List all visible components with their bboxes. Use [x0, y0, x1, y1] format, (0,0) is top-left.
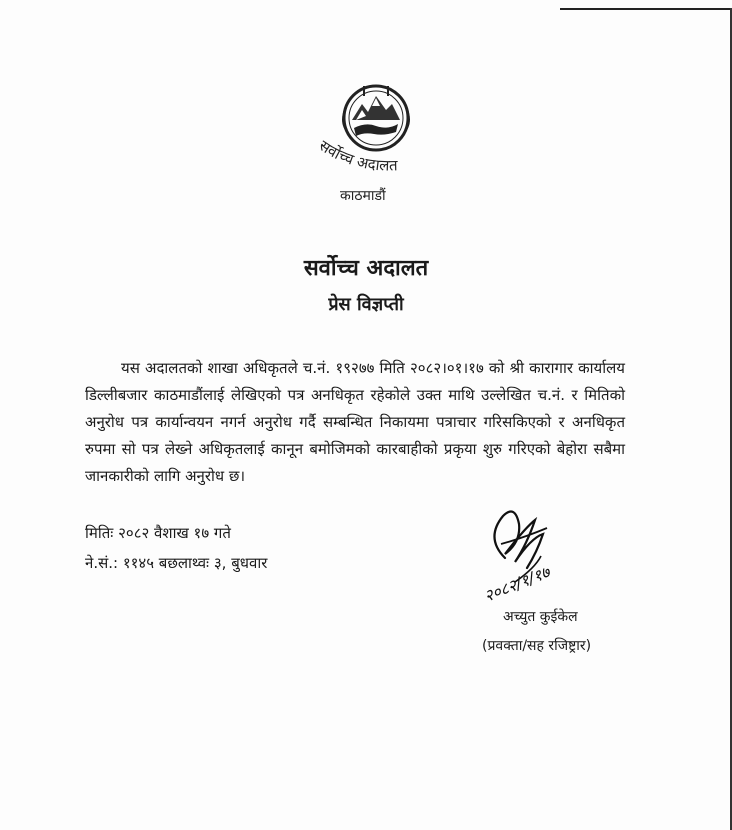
- emblem-arc-text: सर्वोच्च अदालत: [315, 136, 398, 175]
- emblem-place-text: काठमाडौं: [340, 188, 386, 204]
- date-miti: मितिः २०८२ वैशाख १७ गते: [85, 524, 231, 542]
- document-subtitle: प्रेस विज्ञप्ती: [328, 294, 404, 315]
- date-nepal-sambat: ने.सं.: ११४५ बछलाथ्वः ३, बुधवार: [85, 554, 268, 572]
- handwritten-signature: [475, 498, 615, 608]
- body-paragraph: यस अदालतको शाखा अधिकृतले च.नं. १९२७७ मिति २०८२।०१।१७ को श्री कारागार कार्यालय डिल्लीबजार काठमाडौंलाई लेखिएको पत्र अनधिकृत रहेकोले उक्त माथि उल्लेखित च.नं. र मितिको अनुरोध पत्र कार्यान्वयन नगर्न अनुरोध गर्दै सम्बन्धित निकायमा पत्राचार गरिसकिएको र अनधिकृत रुपमा सो पत्र लेख्ने अधिकृतलाई कानून बमोजिमको कारबाहीको प्रकृया शुरु गरिएको बेहोरा सबैमा जानकारीको लागि अनुरोध छ।: [85, 359, 625, 485]
- signatory-name: अच्युत कुईकेल: [503, 609, 578, 625]
- handwritten-date: २०८२/१/१७: [481, 562, 553, 606]
- court-emblem-icon: [300, 80, 440, 210]
- document-title: सर्वोच्च अदालत: [303, 256, 429, 281]
- scan-edge-top: [560, 8, 732, 10]
- press-release-body: [85, 355, 625, 490]
- signatory-designation: (प्रवक्ता/सह रजिष्ट्रार): [482, 638, 592, 654]
